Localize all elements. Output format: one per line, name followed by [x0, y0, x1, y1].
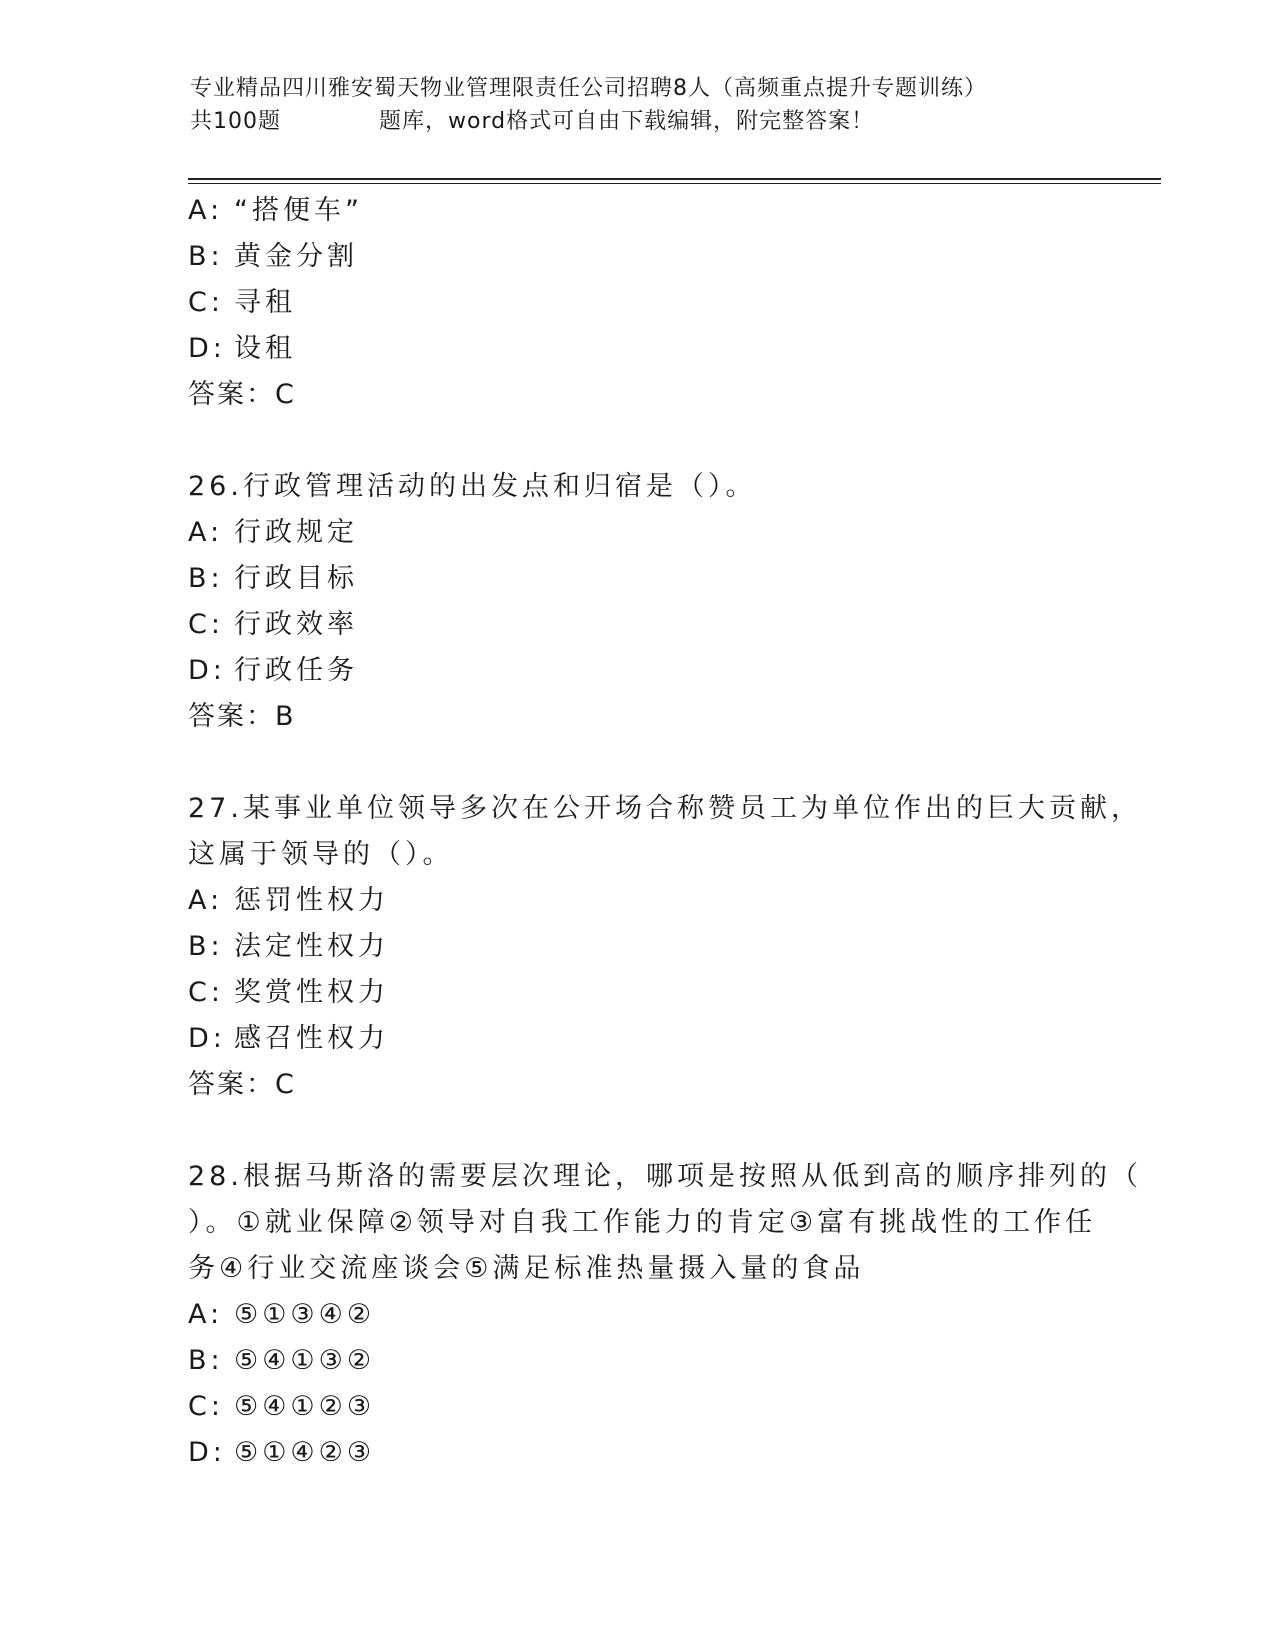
option-d: D: ⑤①④②③ [188, 1437, 376, 1468]
answer-text: 答案：B [188, 701, 296, 732]
option-d: D: 感召性权力 [188, 1023, 389, 1054]
question-list [188, 188, 1142, 1476]
header-divider-thick [188, 178, 1161, 180]
option-b: B: 法定性权力 [188, 931, 389, 962]
question-text-line-3: 务④行业交流座谈会⑤满足标准热量摄入量的食品 [188, 1253, 865, 1284]
question-text-line-1: 28.根据马斯洛的需要层次理论，哪项是按照从低到高的顺序排列的（ [188, 1161, 1142, 1192]
question-26 [188, 464, 1088, 740]
header-subtitle [190, 105, 1090, 138]
header-count: 共100题 [190, 109, 281, 134]
header-divider-thin [188, 183, 1161, 184]
option-c: C: ⑤④①②③ [188, 1391, 376, 1422]
question-27 [188, 786, 1142, 1108]
header-description: 题库，word格式可自由下载编辑，附完整答案！ [379, 109, 875, 134]
option-b: B: 行政目标 [188, 563, 358, 594]
option-a: A: 惩罚性权力 [188, 885, 389, 916]
option-d: D: 行政任务 [188, 655, 358, 686]
option-a: A: ⑤①③④② [188, 1299, 376, 1330]
option-c: C: 行政效率 [188, 609, 358, 640]
option-c: C: 奖赏性权力 [188, 977, 389, 1008]
option-b: B: ⑤④①③② [188, 1345, 376, 1376]
question-text: 26.行政管理活动的出发点和归宿是（）。 [188, 471, 757, 502]
document-header [190, 72, 1090, 138]
question-text-line-2: 这属于领导的（）。 [188, 839, 454, 870]
question-25 [188, 188, 1088, 418]
option-a: A: 行政规定 [188, 517, 358, 548]
answer-text: 答案：C [188, 1069, 296, 1100]
question-text-line-2: ）。①就业保障②领导对自我工作能力的肯定③富有挑战性的工作任 [188, 1207, 1097, 1238]
answer-text: 答案：C [188, 379, 296, 410]
option-d: D: 设租 [188, 333, 296, 364]
option-b: B: 黄金分割 [188, 241, 358, 272]
header-title: 专业精品四川雅安蜀天物业管理限责任公司招聘8人（高频重点提升专题训练） [190, 76, 987, 101]
question-text-line-1: 27.某事业单位领导多次在公开场合称赞员工为单位作出的巨大贡献， [188, 793, 1142, 824]
option-a: A: “搭便车” [188, 195, 363, 226]
option-c: C: 寻租 [188, 287, 296, 318]
question-28 [188, 1154, 1142, 1476]
